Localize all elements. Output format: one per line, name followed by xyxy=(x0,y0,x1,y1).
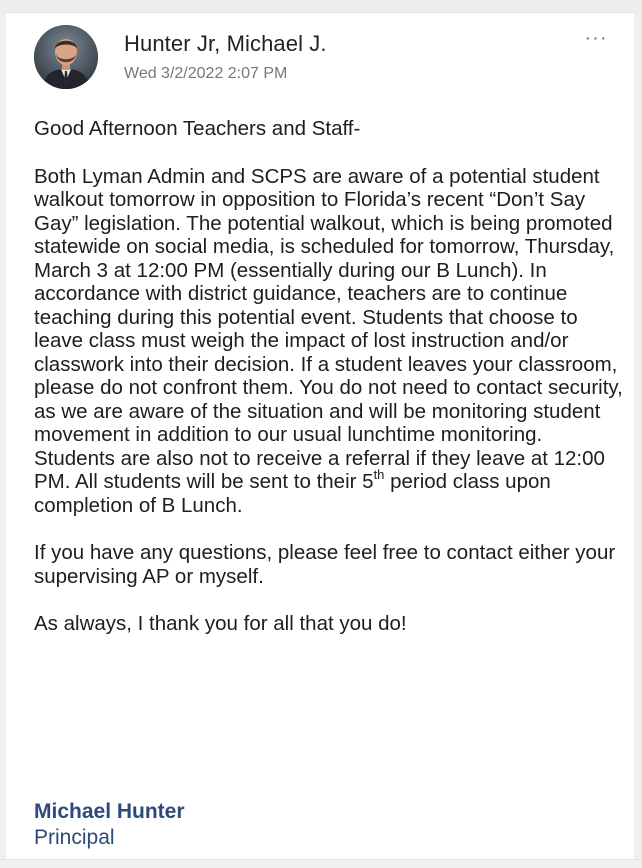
greeting: Good Afternoon Teachers and Staff- xyxy=(34,117,361,140)
sender-name[interactable]: Hunter Jr, Michael J. xyxy=(124,31,327,56)
bottom-border xyxy=(0,859,642,868)
top-border xyxy=(0,0,642,13)
ordinal-suffix: th xyxy=(373,467,385,482)
right-border xyxy=(634,12,642,860)
email-message xyxy=(6,13,634,859)
message-body xyxy=(34,117,626,660)
more-options-icon[interactable]: ··· xyxy=(584,27,608,49)
profile-photo-icon xyxy=(34,25,98,89)
sent-timestamp: Wed 3/2/2022 2:07 PM xyxy=(124,65,288,82)
paragraph-1-text: Both Lyman Admin and SCPS are aware of a potential student walkout tomorrow in opposition to Florida’s recent “Don’t Say Gay” legislation. The potential walkout, which is being promoted statewide on social media, is scheduled for tomorrow, Thursday, March 3 at 12:00 PM (essentially during our B Lunch). In accordance with district guidance, teachers are to continue teaching during this potential event. Students that choose to leave class must weigh the impact of lost instruction and/or classwork into their decision. If a student leaves your classroom, please do not confront them. You do not need to contact security, as we are aware of the situation and will be monitoring student movement in addition to our usual lunchtime monitoring. Students are also not to receive a referral if they leave at 12:00 PM. All students will be sent to their 5 xyxy=(34,164,623,493)
paragraph-1-end: period class upon completion of B Lunch. xyxy=(34,470,551,517)
avatar[interactable] xyxy=(34,25,98,89)
signature-name: Michael Hunter xyxy=(34,800,185,823)
body-paragraph-1 xyxy=(34,165,626,518)
body-paragraph-3: As always, I thank you for all that you do! xyxy=(34,612,407,635)
body-paragraph-2: If you have any questions, please feel free to contact either your supervising AP or myself. xyxy=(34,541,616,588)
signature-title: Principal xyxy=(34,826,115,849)
